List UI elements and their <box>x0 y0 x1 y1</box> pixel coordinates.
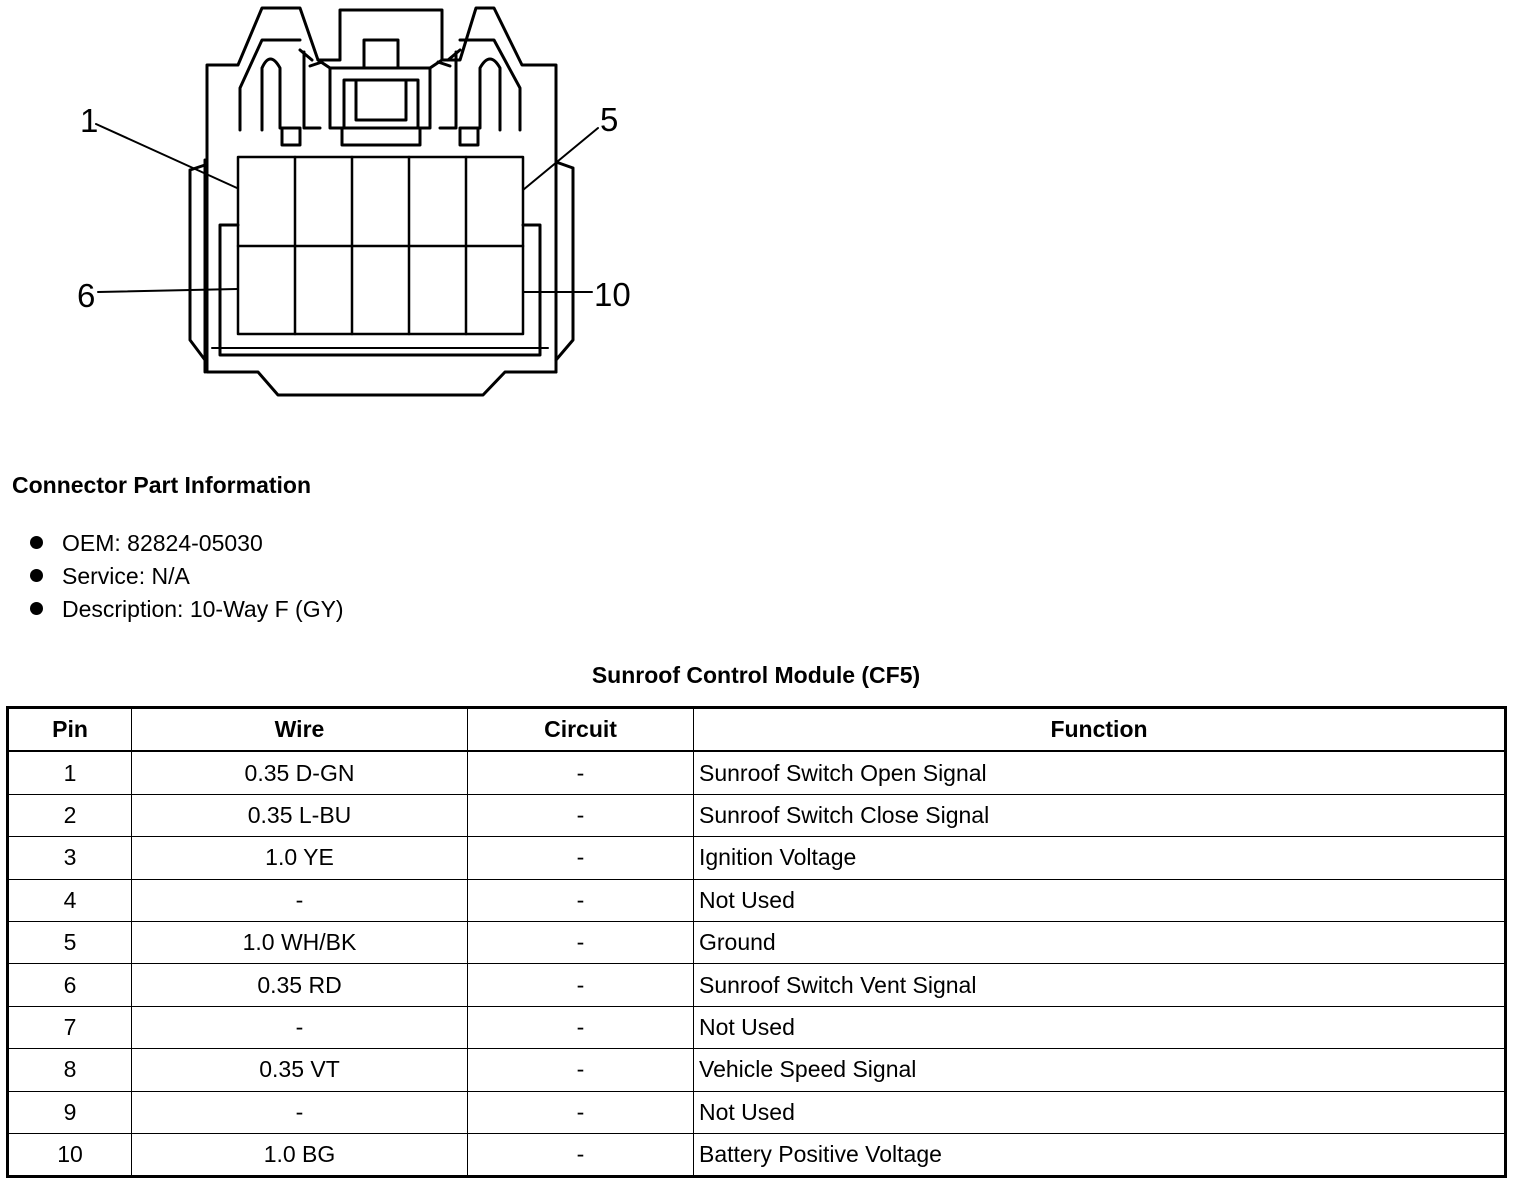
table-row <box>8 837 1506 879</box>
pin-cell: 1 <box>8 751 132 794</box>
pin-cell: 6 <box>8 964 132 1006</box>
circuit-cell: - <box>468 1091 694 1133</box>
pin-cell: 8 <box>8 1049 132 1091</box>
table-row <box>8 1133 1506 1176</box>
header-pin: Pin <box>8 708 132 752</box>
function-cell: Sunroof Switch Close Signal <box>694 794 1506 836</box>
wire-cell: - <box>132 1091 468 1133</box>
function-cell: Vehicle Speed Signal <box>694 1049 1506 1091</box>
circuit-cell: - <box>468 1133 694 1176</box>
function-cell: Sunroof Switch Open Signal <box>694 751 1506 794</box>
pin-cell: 2 <box>8 794 132 836</box>
connector-face-diagram <box>0 0 680 410</box>
wire-cell: 1.0 BG <box>132 1133 468 1176</box>
circuit-cell: - <box>468 921 694 963</box>
function-cell: Sunroof Switch Vent Signal <box>694 964 1506 1006</box>
pin-cell: 9 <box>8 1091 132 1133</box>
table-row <box>8 1091 1506 1133</box>
table-row <box>8 879 1506 921</box>
table-row <box>8 964 1506 1006</box>
connector-info-heading: Connector Part Information <box>12 472 312 498</box>
header-wire: Wire <box>132 708 468 752</box>
cavity-grid <box>238 157 523 334</box>
wire-cell: 0.35 L-BU <box>132 794 468 836</box>
connector-inner-tray <box>220 225 540 355</box>
leader-line-pin-1 <box>96 124 237 188</box>
circuit-cell: - <box>468 751 694 794</box>
function-cell: Ignition Voltage <box>694 837 1506 879</box>
latch-left <box>240 40 312 145</box>
callout-pin-10: 10 <box>594 276 631 313</box>
connector-side-rail-left <box>190 165 205 366</box>
wire-cell: 0.35 RD <box>132 964 468 1006</box>
connector-info-list <box>30 526 344 625</box>
latch-right <box>448 40 520 145</box>
connector-housing-outline <box>207 8 556 395</box>
callout-pin-1: 1 <box>80 102 99 139</box>
wire-cell: 1.0 WH/BK <box>132 921 468 963</box>
header-circuit: Circuit <box>468 708 694 752</box>
bullet-icon <box>30 536 43 549</box>
center-lock-detail <box>304 52 456 128</box>
function-cell: Ground <box>694 921 1506 963</box>
circuit-cell: - <box>468 794 694 836</box>
function-cell: Battery Positive Voltage <box>694 1133 1506 1176</box>
table-title: Sunroof Control Module (CF5) <box>591 662 921 688</box>
circuit-cell: - <box>468 1049 694 1091</box>
table-row <box>8 751 1506 794</box>
callout-pin-6: 6 <box>77 277 96 314</box>
wire-cell: 1.0 YE <box>132 837 468 879</box>
wire-cell: - <box>132 1006 468 1048</box>
circuit-cell: - <box>468 837 694 879</box>
callout-pin-5: 5 <box>600 101 619 138</box>
list-item <box>30 526 344 559</box>
pin-cell: 3 <box>8 837 132 879</box>
function-cell: Not Used <box>694 879 1506 921</box>
pin-cell: 4 <box>8 879 132 921</box>
bullet-icon <box>30 602 43 615</box>
list-item <box>30 592 344 625</box>
list-item <box>30 559 344 592</box>
table-header-row <box>8 708 1506 752</box>
connector-description: Description: 10-Way F (GY) <box>62 595 344 622</box>
wire-cell: 0.35 D-GN <box>132 751 468 794</box>
header-function: Function <box>694 708 1506 752</box>
connector-side-rail-right <box>556 162 573 360</box>
bullet-icon <box>30 569 43 582</box>
service-part-number: Service: N/A <box>62 562 190 589</box>
pin-cell: 10 <box>8 1133 132 1176</box>
pin-cell: 7 <box>8 1006 132 1048</box>
oem-part-number: OEM: 82824-05030 <box>62 529 263 556</box>
center-lock <box>318 40 442 145</box>
wire-cell: 0.35 VT <box>132 1049 468 1091</box>
connector-inner-shell <box>205 160 556 372</box>
table-row <box>8 921 1506 963</box>
function-cell: Not Used <box>694 1006 1506 1048</box>
table-row <box>8 1049 1506 1091</box>
function-cell: Not Used <box>694 1091 1506 1133</box>
leader-line-pin-5 <box>523 128 598 190</box>
leader-line-pin-6 <box>98 289 237 292</box>
table-row <box>8 1006 1506 1048</box>
wire-cell: - <box>132 879 468 921</box>
circuit-cell: - <box>468 879 694 921</box>
circuit-cell: - <box>468 1006 694 1048</box>
pinout-table <box>6 706 1507 1178</box>
table-row <box>8 794 1506 836</box>
pin-cell: 5 <box>8 921 132 963</box>
circuit-cell: - <box>468 964 694 1006</box>
